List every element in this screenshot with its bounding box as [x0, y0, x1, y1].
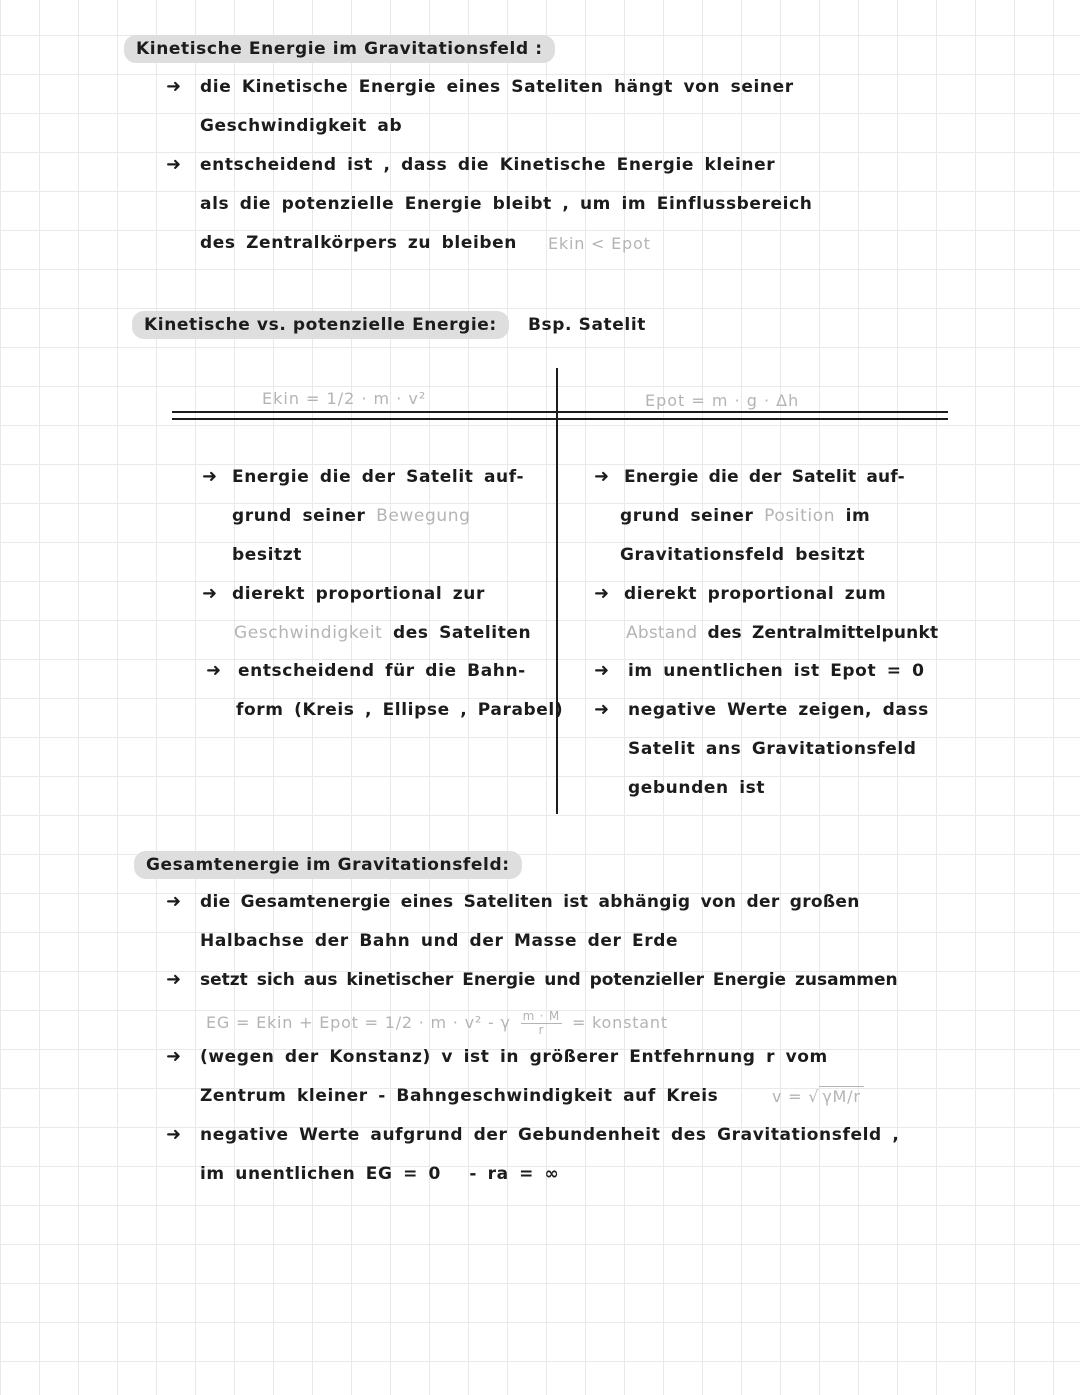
s3-velocity-prefix: v =: [772, 1087, 803, 1106]
s3-bullet1-line2: Halbachse der Bahn und der Masse der Erde: [200, 931, 679, 951]
section1-heading: Kinetische Energie im Gravitationsfeld :: [124, 35, 555, 63]
arrow-icon: ➜: [594, 583, 610, 604]
right-bullet1-text: grund seiner: [620, 506, 754, 526]
arrow-icon: ➜: [206, 660, 222, 681]
s3-bullet1-line1: die Gesamtenergie eines Sateliten ist abhängig von der großen: [200, 892, 860, 912]
left-bullet1-text: grund seiner: [232, 506, 366, 526]
s3-bullet3-line2: Zentrum kleiner - Bahngeschwindigkeit auf Kreis: [200, 1086, 719, 1106]
arrow-icon: ➜: [166, 76, 182, 97]
s3-bullet2-line1: setzt sich aus kinetischer Energie und potenzieller Energie zusammen: [200, 970, 898, 990]
arrow-icon: ➜: [166, 154, 182, 175]
right-bullet2-line1: dierekt proportional zum: [624, 584, 887, 604]
arrow-icon: ➜: [202, 466, 218, 487]
s3-formula-right: = konstant: [571, 1013, 668, 1032]
right-bullet1-line2: [620, 506, 870, 526]
left-bullet1-keyword: Bewegung: [376, 506, 471, 526]
right-bullet4-line1: negative Werte zeigen, dass: [628, 700, 929, 720]
s3-formula-fraction: [521, 1010, 563, 1037]
s1-bullet1-line2: Geschwindigkeit ab: [200, 116, 403, 136]
s3-velocity-radicand: γM/r: [819, 1086, 863, 1106]
s3-formula-left: EG = Ekin + Epot = 1/2 · m · v² - γ: [206, 1013, 511, 1032]
s1-bullet2-line1: entscheidend ist , dass die Kinetische Energie kleiner: [200, 155, 776, 175]
right-bullet1-line1: Energie die der Satelit auf-: [624, 467, 905, 487]
right-column-header: Epot = m · g · Δh: [645, 391, 800, 410]
section2-subheading: Bsp. Satelit: [528, 315, 646, 335]
left-bullet1-line1: Energie die der Satelit auf-: [232, 467, 525, 487]
table-vertical-rule: [556, 368, 558, 814]
sqrt-icon: √: [808, 1087, 820, 1106]
left-column-header: Ekin = 1/2 · m · v²: [262, 389, 427, 408]
section3-heading: Gesamtenergie im Gravitationsfeld:: [134, 851, 522, 879]
right-bullet1-text-end: im: [845, 506, 871, 526]
arrow-icon: ➜: [166, 891, 182, 912]
right-bullet3-line1: im unentlichen ist Epot = 0: [628, 661, 925, 681]
left-bullet2-keyword: Geschwindigkeit: [234, 623, 383, 643]
right-bullet4-line2: Satelit ans Gravitationsfeld: [628, 739, 917, 759]
right-bullet2-text: des Zentralmittelpunkt: [707, 623, 939, 643]
s3-bullet4-line2: [200, 1164, 559, 1184]
s1-bullet1-line1: die Kinetische Energie eines Sateliten hängt von seiner: [200, 77, 794, 97]
right-bullet2-keyword: Abstand: [626, 623, 698, 643]
s1-bullet2-line2: als die potenzielle Energie bleibt , um im Einflussbereich: [200, 194, 813, 214]
section2-heading: Kinetische vs. potenzielle Energie:: [132, 311, 509, 339]
arrow-icon: ➜: [594, 660, 610, 681]
left-bullet2-text: des Sateliten: [392, 623, 532, 643]
arrow-icon: ➜: [166, 1046, 182, 1067]
arrow-icon: ➜: [166, 969, 182, 990]
left-bullet3-line2: form (Kreis , Ellipse , Parabel): [236, 700, 564, 720]
s3-total-energy-formula: [206, 1010, 668, 1037]
s3-bullet4-line1: negative Werte aufgrund der Gebundenheit des Gravitationsfeld ,: [200, 1125, 900, 1145]
left-bullet3-line1: entscheidend für die Bahn-: [238, 661, 526, 681]
right-bullet1-keyword: Position: [764, 506, 836, 526]
arrow-icon: ➜: [594, 699, 610, 720]
table-horizontal-rule-bottom: [172, 418, 948, 420]
arrow-icon: ➜: [202, 583, 218, 604]
arrow-icon: ➜: [594, 466, 610, 487]
s3-bullet4-text: im unentlichen EG = 0: [200, 1164, 441, 1184]
s3-formula-numerator: m · M: [522, 1009, 561, 1023]
s3-formula-denominator: r: [538, 1023, 545, 1037]
right-bullet2-line2: [626, 623, 938, 643]
s3-bullet4-limit: - ra = ∞: [469, 1164, 560, 1184]
table-horizontal-rule-top: [172, 411, 948, 413]
s1-formula-ekin-lt-epot: Ekin < Epot: [548, 234, 651, 253]
left-bullet2-line2: [234, 623, 531, 643]
right-bullet4-line3: gebunden ist: [628, 778, 766, 798]
arrow-icon: ➜: [166, 1124, 182, 1145]
s3-bullet3-line1: (wegen der Konstanz) v ist in größerer Entfehrnung r vom: [200, 1047, 828, 1067]
s1-bullet2-line3: des Zentralkörpers zu bleiben: [200, 233, 518, 253]
left-bullet2-line1: dierekt proportional zur: [232, 584, 485, 604]
right-bullet1-line3: Gravitationsfeld besitzt: [620, 545, 866, 565]
left-bullet1-line3: besitzt: [232, 545, 302, 565]
left-bullet1-line2: [232, 506, 471, 526]
s3-velocity-formula: [772, 1087, 864, 1106]
